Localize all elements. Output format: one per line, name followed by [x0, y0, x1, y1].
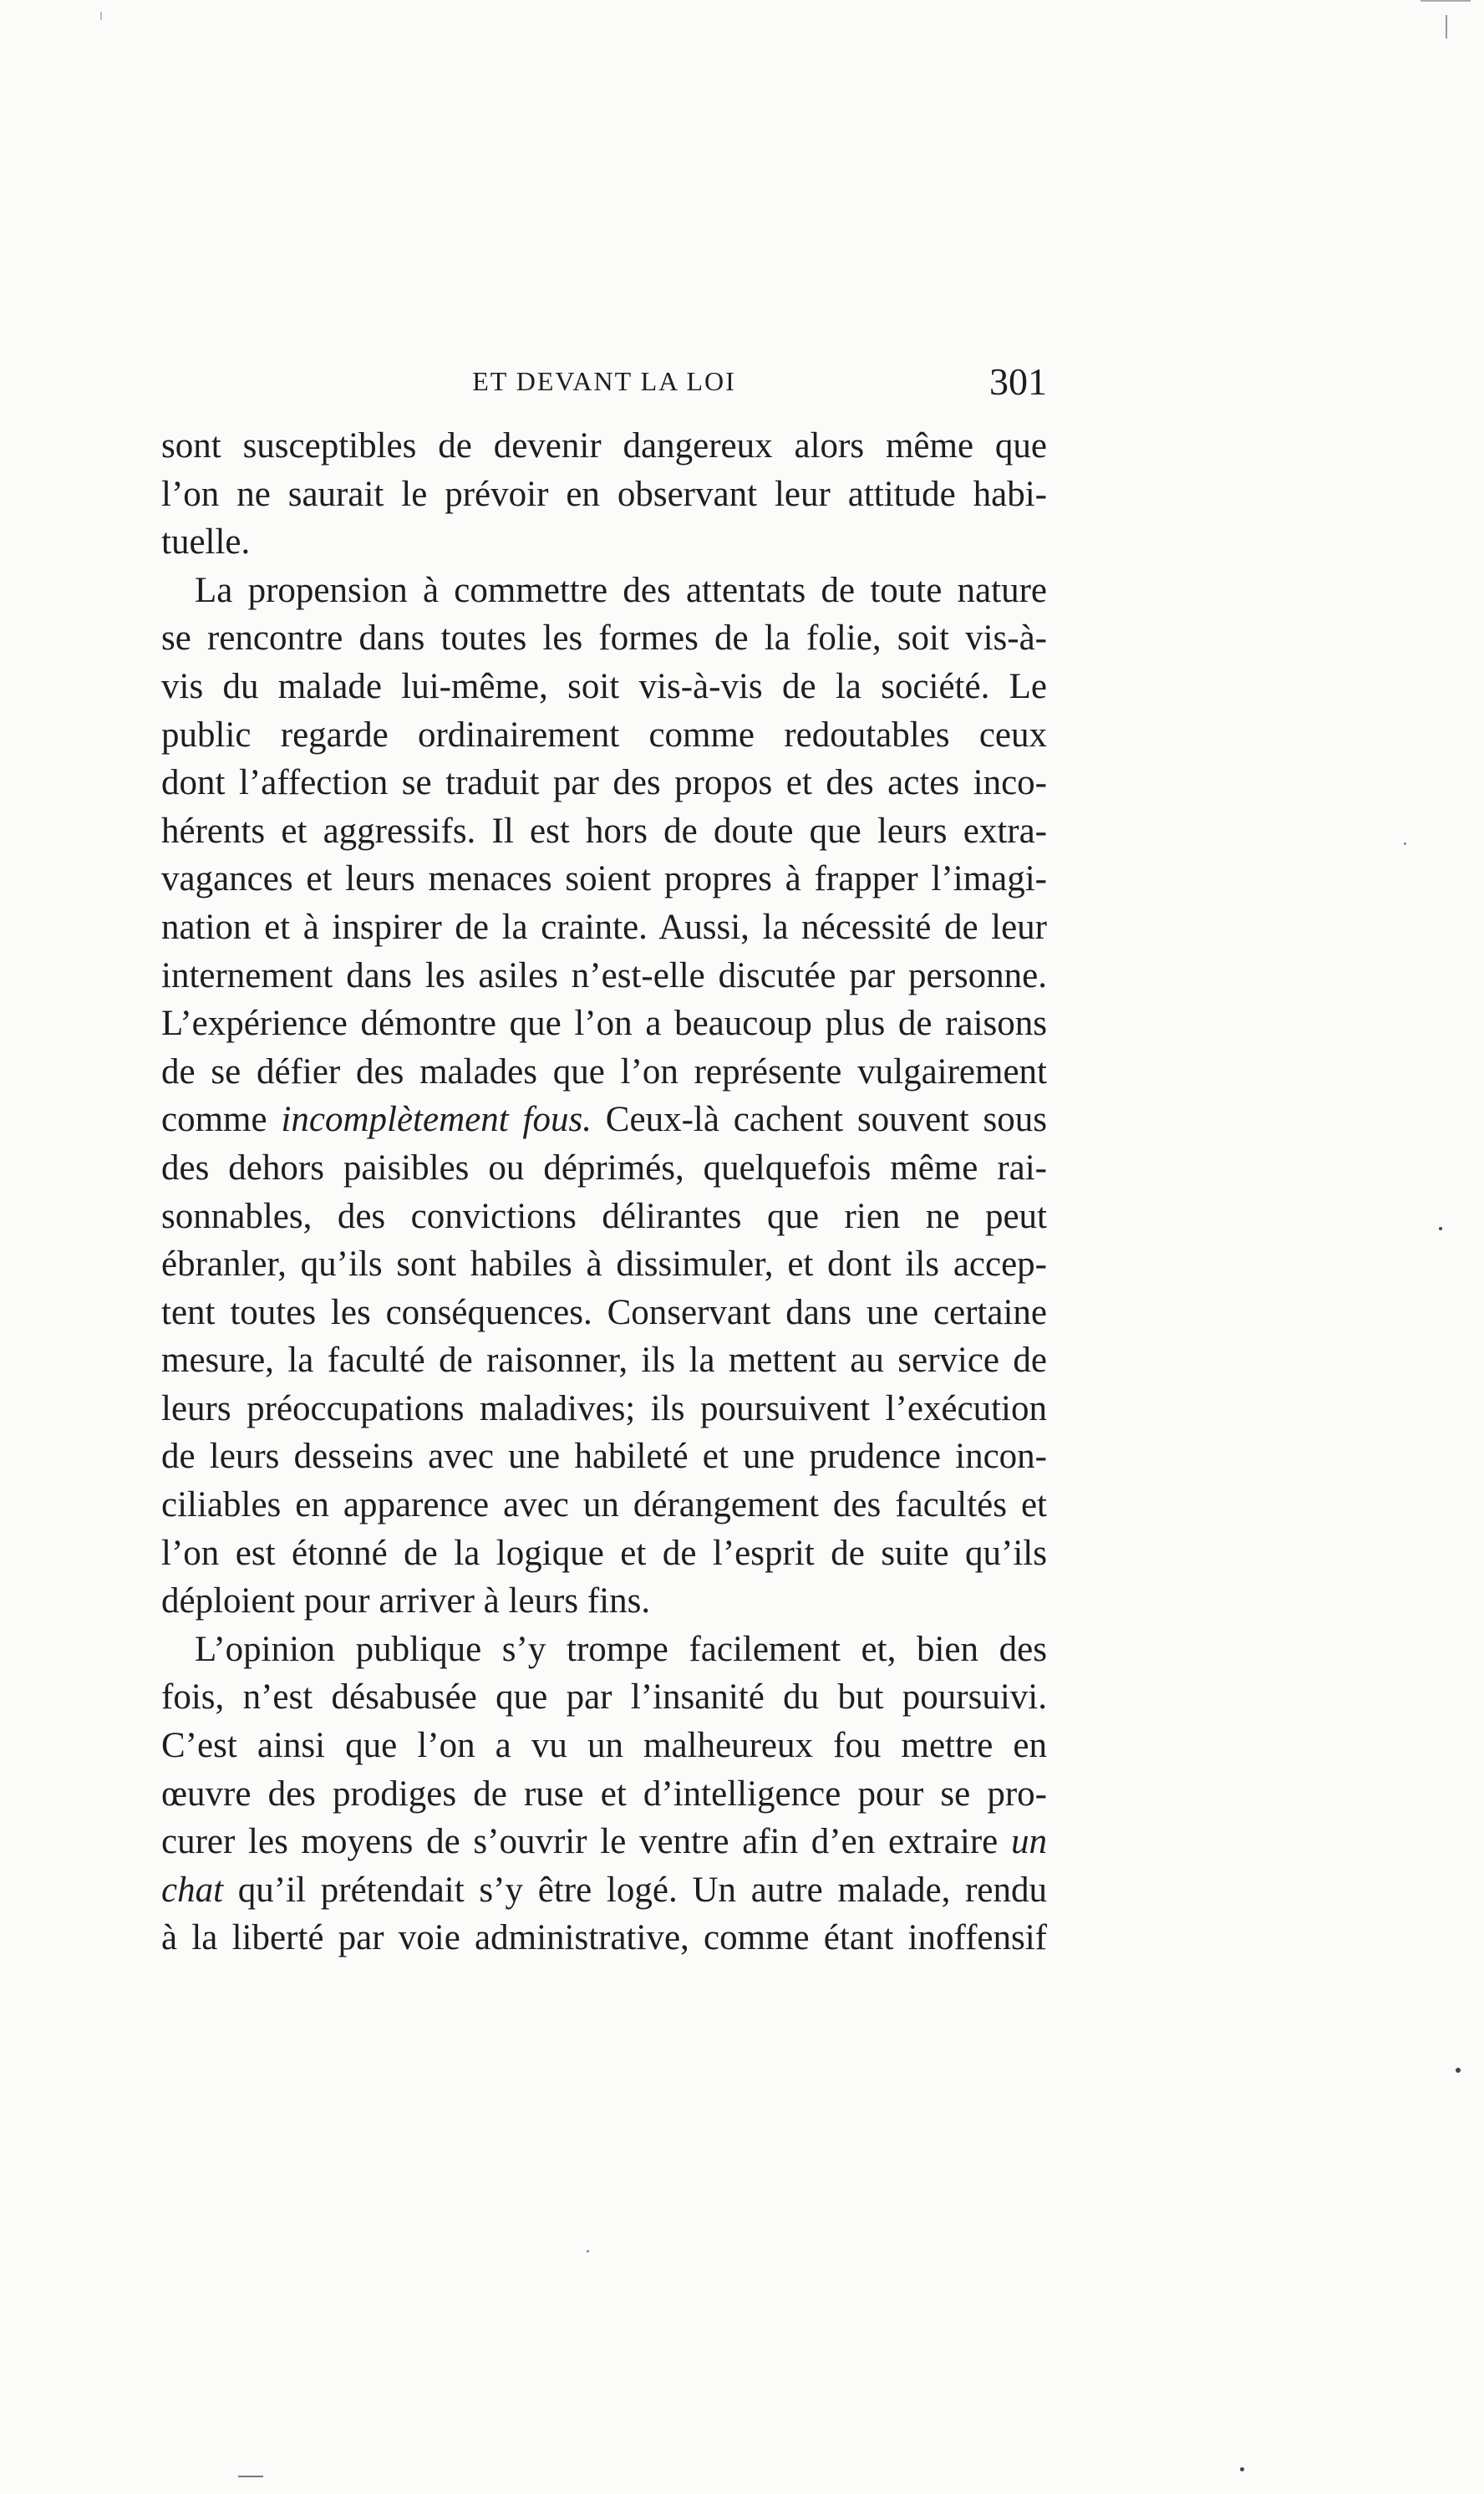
text-line: fois, n’est désabusée que par l’insanité du but poursuivi.: [161, 1677, 1047, 1718]
italic-word: un: [1011, 1822, 1047, 1862]
text-line: sont susceptibles de devenir dangereux alors même que: [161, 426, 1047, 466]
text-line: vagances et leurs menaces soient propres à frapper l’imagi-: [161, 859, 1047, 899]
text-line: L’opinion publique s’y trompe facilement et, bien des: [195, 1629, 1047, 1669]
text-line: mesure, la faculté de raisonner, ils la mettent au service de: [161, 1341, 1047, 1381]
text-line: tent toutes les conséquences. Conservant dans une certaine: [161, 1292, 1047, 1332]
text-line: tuelle.: [161, 522, 251, 562]
text-line: C’est ainsi que l’on a vu un malheureux fou mettre en: [161, 1726, 1047, 1766]
text-line: public regarde ordinairement comme redoutables ceux: [161, 715, 1047, 755]
text-line: ciliables en apparence avec un dérangement des facultés et: [161, 1485, 1047, 1525]
scan-speck: [1404, 842, 1406, 845]
text-fragment: comme: [161, 1100, 282, 1140]
text-line: leurs préoccupations maladives; ils poursuivent l’exécution: [161, 1388, 1047, 1428]
text-line: l’on est étonné de la logique et de l’esprit de suite qu’ils: [161, 1533, 1047, 1573]
italic-word: chat: [161, 1870, 224, 1910]
text-line: hérents et aggressifs. Il est hors de doute que leurs extra-: [161, 811, 1047, 851]
text-line-with-italic: [161, 1866, 1047, 1915]
scan-speck: [1240, 2467, 1244, 2471]
text-line: de leurs desseins avec une habileté et une prudence incon-: [161, 1437, 1047, 1477]
text-fragment: curer les moyens de s’ouvrir le ventre afin d’en extraire: [161, 1822, 1011, 1862]
text-line: dont l’affection se traduit par des propos et des actes inco-: [161, 763, 1047, 803]
scan-speck: [1456, 2068, 1461, 2073]
page-number: 301: [989, 360, 1047, 403]
text-line: vis du malade lui-même, soit vis-à-vis de la société. Le: [161, 666, 1047, 706]
scan-edge-mark: [100, 12, 102, 20]
text-line: se rencontre dans toutes les formes de la folie, soit vis-à-: [161, 618, 1047, 659]
text-line: déploient pour arriver à leurs fins.: [161, 1581, 651, 1621]
text-line: à la liberté par voie administrative, comme étant inoffensif: [161, 1918, 1047, 1958]
text-line-with-italic: [161, 1818, 1047, 1866]
scan-edge-mark: [1446, 15, 1447, 38]
running-title: ET DEVANT LA LOI: [472, 366, 736, 396]
text-line: œuvre des prodiges de ruse et d’intelligence pour se pro-: [161, 1774, 1047, 1814]
scan-speck: [1439, 1227, 1442, 1230]
text-line: L’expérience démontre que l’on a beaucoup plus de raisons: [161, 1004, 1047, 1044]
text-fragment: qu’il prétendait s’y être logé. Un autre malade, rendu: [223, 1870, 1047, 1910]
text-line: des dehors paisibles ou déprimés, quelquefois même rai-: [161, 1148, 1047, 1188]
text-line: internement dans les asiles n’est-elle discutée par personne.: [161, 955, 1047, 995]
scan-edge-mark: [238, 2476, 263, 2477]
body-text: [161, 422, 1047, 1962]
text-line: l’on ne saurait le prévoir en observant leur attitude habi-: [161, 474, 1047, 514]
text-line: ébranler, qu’ils sont habiles à dissimuler, et dont ils accep-: [161, 1244, 1047, 1285]
running-head: [161, 360, 1047, 415]
text-line: La propension à commettre des attentats de toute nature: [195, 570, 1047, 610]
text-line-with-italic: [161, 1096, 1047, 1144]
scan-edge-mark: [1420, 0, 1471, 2]
text-fragment: Ceux-là cachent souvent sous: [591, 1100, 1047, 1140]
text-line: sonnables, des convictions délirantes que rien ne peut: [161, 1196, 1047, 1236]
italic-phrase: incomplètement fous.: [281, 1100, 592, 1140]
text-line: nation et à inspirer de la crainte. Aussi, la nécessité de leur: [161, 907, 1047, 947]
scan-speck: [587, 2250, 589, 2252]
text-line: de se défier des malades que l’on représente vulgairement: [161, 1051, 1047, 1092]
